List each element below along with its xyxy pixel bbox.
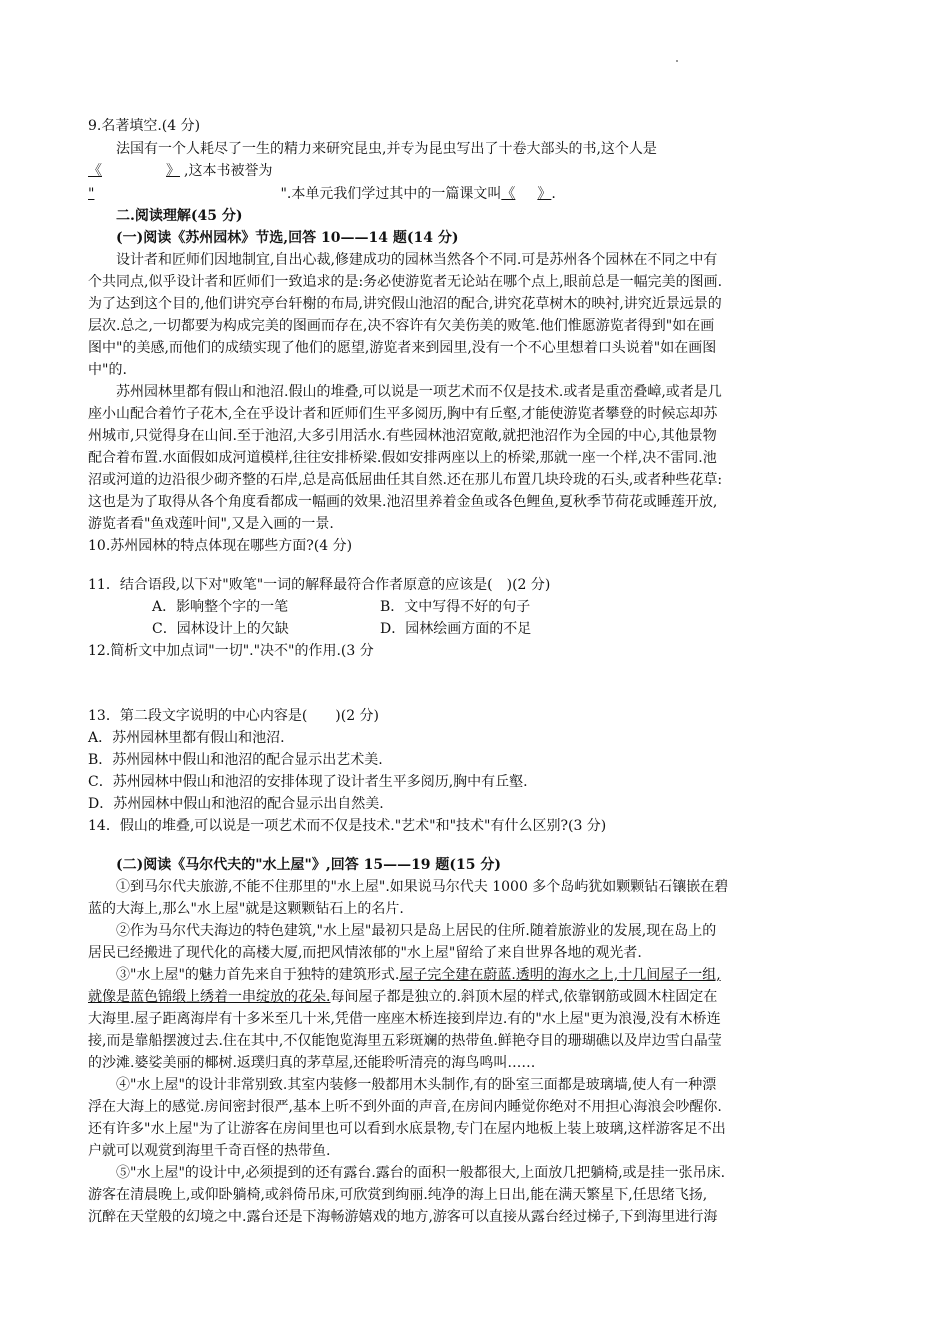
- part2-p1-line: 蓝的大海上,那么"水上屋"就是这颗颗钻石上的名片.: [88, 901, 404, 917]
- q9-line2: 《 》 ,这本书被誉为: [88, 160, 870, 182]
- para1-line: 为了达到这个目的,他们讲究亭台轩榭的布局,讲究假山池沼的配合,讲究花草树木的映衬,讲究近景远景的: [88, 296, 722, 312]
- para2-line: 配合着布置.水面假如成河道模样,往往安排桥梁.假如安排两座以上的桥梁,那就一座一个样,决不雷同.池: [88, 450, 717, 466]
- page-dot: [676, 60, 678, 62]
- para2-line: 州城市,只觉得身在山间.至于池沼,大多引用活水.有些园林池沼宽敞,就把池沼作为全园的中心,其他景物: [88, 428, 717, 444]
- section2-title: 二.阅读理解(45 分): [116, 208, 243, 224]
- part2-p3-line: 的沙滩.婆娑美丽的椰树.返璞归真的茅草屋,还能聆听清亮的海鸟鸣叫……: [88, 1055, 536, 1071]
- q13-option-d[interactable]: D．苏州园林中假山和池沼的配合显示出自然美.: [88, 796, 384, 812]
- q13-question: 13．第二段文字说明的中心内容是( )(2 分): [88, 708, 380, 724]
- q9-lesson-blank[interactable]: 《 》: [501, 186, 552, 202]
- part2-p5-line: 游客在清晨晚上,或仰卧躺椅,或斜倚吊床,可欣赏到绚丽.纯净的海上日出,能在满天繁星下,任思绪飞扬,: [88, 1187, 708, 1203]
- part1-title: (一)阅读《苏州园林》节选,回答 10——14 题(14 分): [116, 230, 459, 246]
- q11-option-c[interactable]: C．园林设计上的欠缺: [152, 621, 289, 637]
- q11-question: 11．结合语段,以下对"败笔"一词的解释最符合作者原意的应该是( )(2 分): [88, 577, 551, 593]
- part2-p3-line: ③"水上屋"的魅力首先来自于独特的建筑形式.屋子完全建在蔚蓝.透明的海水之上,十几间屋子一组,: [116, 967, 721, 983]
- para1-line: 设计者和匠师们因地制宜,自出心裁,修建成功的园林当然各个不同.可是苏州各个园林在不同之中有: [116, 252, 718, 268]
- part2-p4-line: 还有许多"水上屋"为了让游客在房间里也可以看到水底景物,专门在屋内地板上装上玻璃,这样游客足不出: [88, 1121, 726, 1137]
- para1-line: 图中"的美感,而他们的成绩实现了他们的愿望,游览者来到园里,没有一个不心里想着口头说着"如在画图: [88, 340, 717, 356]
- q13-option-a[interactable]: A．苏州园林里都有假山和池沼.: [88, 730, 285, 746]
- part2-p5-line: 沉醉在天堂般的幻境之中.露台还是下海畅游嬉戏的地方,游客可以直接从露台经过梯子,下到海里进行海: [88, 1209, 718, 1225]
- q14-question: 14．假山的堆叠,可以说是一项艺术而不仅是技术."艺术"和"技术"有什么区别?(3 分): [88, 818, 607, 834]
- q13-option-b[interactable]: B．苏州园林中假山和池沼的配合显示出艺术美.: [88, 752, 383, 768]
- part2-p4-line: 浮在大海上的感觉.房间密封很严,基本上听不到外面的声音,在房间内睡觉你绝对不用担心海浪会吵醒你.: [88, 1099, 722, 1115]
- q13-option-c[interactable]: C．苏州园林中假山和池沼的安排体现了设计者生平多阅历,胸中有丘壑.: [88, 774, 528, 790]
- para2-line: 沼或河道的边沿很少砌齐整的石岸,总是高低屈曲任其自然.还在那儿布置几块玲珑的石头,或者种些花草:: [88, 472, 723, 488]
- q9-title: 9.名著填空.(4 分): [88, 118, 201, 134]
- part2-p4-line: 户就可以观赏到海里千奇百怪的热带鱼.: [88, 1143, 331, 1159]
- q9-book-blank[interactable]: 《 》: [88, 163, 180, 179]
- part2-p3-line: 大海里.屋子距离海岸有十多米至几十米,凭借一座座木桥连接到岸边.有的"水上屋"更为浪漫,没有木桥连: [88, 1011, 721, 1027]
- part2-p4-line: ④"水上屋"的设计非常别致.其室内装修一般都用木头制作,有的卧室三面都是玻璃墙,使人有一种漂: [116, 1077, 717, 1093]
- part2-p5-line: ⑤"水上屋"的设计中,必须提到的还有露台.露台的面积一般都很大,上面放几把躺椅,或是挂一张吊床.: [116, 1165, 726, 1181]
- part2-p1-line: ①到马尔代夫旅游,不能不住那里的"水上屋".如果说马尔代夫 1000 多个岛屿犹如颗颗钻石镶嵌在碧: [116, 879, 729, 895]
- part2-p2-line: ②作为马尔代夫海边的特色建筑,"水上屋"最初只是岛上居民的住所.随着旅游业的发展,现在岛上的: [116, 923, 717, 939]
- para2-line: 苏州园林里都有假山和池沼.假山的堆叠,可以说是一项艺术而不仅是技术.或者是重峦叠嶂,或者是几: [116, 384, 722, 400]
- q9-line3: " ".本单元我们学过其中的一篇课文叫《 》.: [88, 186, 556, 202]
- para1-line: 层次.总之,一切都要为构成完美的图画而存在,决不容许有欠美伤美的败笔.他们惟愿游览者得到"如在画: [88, 318, 715, 334]
- q11-option-a[interactable]: A．影响整个字的一笔: [152, 599, 289, 615]
- para2-line: 游览者看"鱼戏莲叶间",又是入画的一景.: [88, 516, 334, 532]
- part2-title: (二)阅读《马尔代夫的"水上屋"》,回答 15——19 题(15 分): [116, 857, 502, 873]
- underlined-sentence: 就像是蓝色锦缎上绣着一串绽放的花朵.: [88, 989, 331, 1005]
- q12-question: 12.简析文中加点词"一切"."决不"的作用.(3 分: [88, 643, 374, 659]
- para1-line: 个共同点,似乎设计者和匠师们一致追求的是:务必使游览者无论站在哪个点上,眼前总是一幅完美的图画.: [88, 274, 723, 290]
- para1-line: 中"的.: [88, 362, 127, 378]
- q11-option-d[interactable]: D．园林绘画方面的不足: [380, 621, 532, 637]
- q9-title-blank[interactable]: ": [88, 186, 95, 202]
- q9-line1: 法国有一个人耗尽了一生的精力来研究昆虫,并专为昆虫写出了十卷大部头的书,这个人是: [116, 141, 657, 157]
- part2-p3-line: 就像是蓝色锦缎上绣着一串绽放的花朵.每间屋子都是独立的.斜顶木屋的样式,依靠钢筋或圆木柱固定在: [88, 989, 718, 1005]
- part2-p2-line: 居民已经搬进了现代化的高楼大厦,而把风情浓郁的"水上屋"留给了来自世界各地的观光者.: [88, 945, 642, 961]
- q11-option-b[interactable]: B．文中写得不好的句子: [380, 599, 531, 615]
- part2-p3-line: 接,而是靠船摆渡过去.住在其中,不仅能饱览海里五彩斑斓的热带鱼.鲜艳夺目的珊瑚礁以及岸边雪白晶莹: [88, 1033, 722, 1049]
- para2-line: 这也是为了取得从各个角度看都成一幅画的效果.池沼里养着金鱼或各色鲤鱼,夏秋季节荷花或睡莲开放,: [88, 494, 718, 510]
- underlined-sentence: 屋子完全建在蔚蓝.透明的海水之上,十几间屋子一组,: [399, 967, 721, 983]
- q10-question: 10.苏州园林的特点体现在哪些方面?(4 分): [88, 538, 353, 554]
- para2-line: 座小山配合着竹子花木,全在乎设计者和匠师们生平多阅历,胸中有丘壑,才能使游览者攀登的时候忘却苏: [88, 406, 718, 422]
